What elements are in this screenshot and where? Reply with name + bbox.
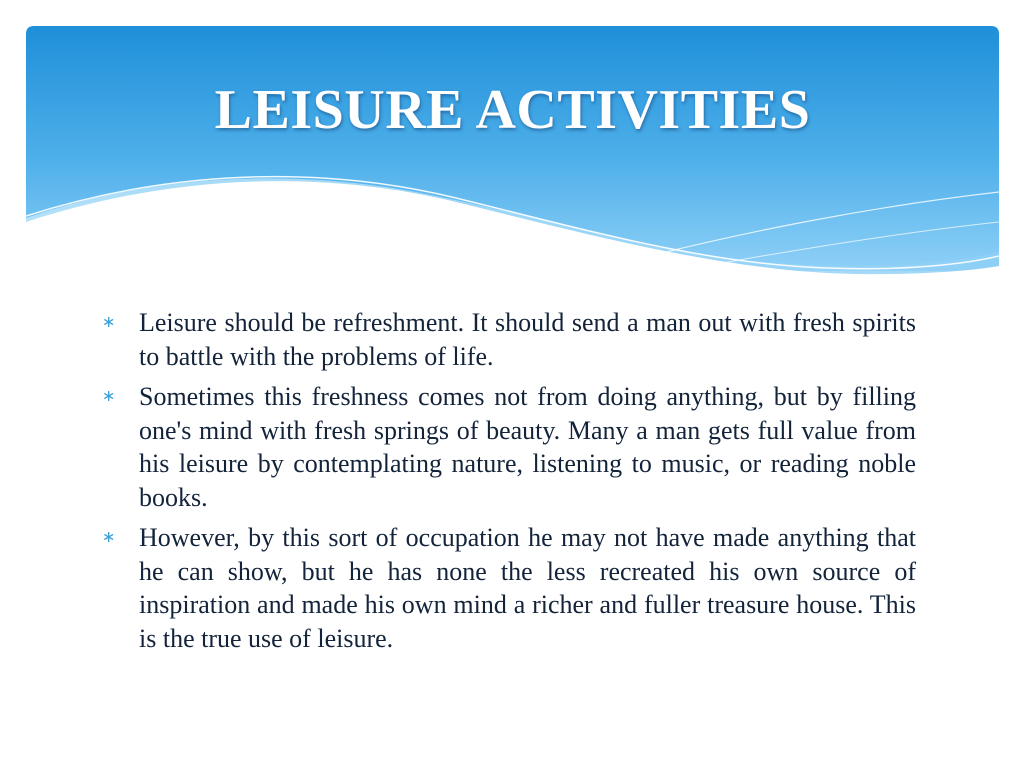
asterisk-bullet-icon: ∗ (102, 386, 116, 405)
bullet-item (102, 306, 916, 373)
header-wave-banner (26, 26, 999, 286)
bullet-text: However, by this sort of occupation he may not have made anything that he can show, but he has none the less recreated his own source of inspiration and made his own mind a richer and fuller treasure house. This is the true use of leisure. (139, 523, 916, 653)
asterisk-bullet-icon: ∗ (102, 527, 116, 546)
bullet-text: Leisure should be refreshment. It should send a man out with fresh spirits to battle with the problems of life. (139, 308, 916, 371)
slide-title: LEISURE ACTIVITIES (214, 79, 811, 141)
asterisk-bullet-icon: ∗ (102, 312, 116, 331)
bullet-text: Sometimes this freshness comes not from doing anything, but by filling one's mind with fresh springs of beauty. Many a man gets full value from his leisure by contemplating nature, listening to music, or reading noble books. (139, 382, 916, 512)
bullet-item (102, 521, 916, 655)
bullet-list (102, 306, 916, 662)
bullet-item (102, 380, 916, 514)
